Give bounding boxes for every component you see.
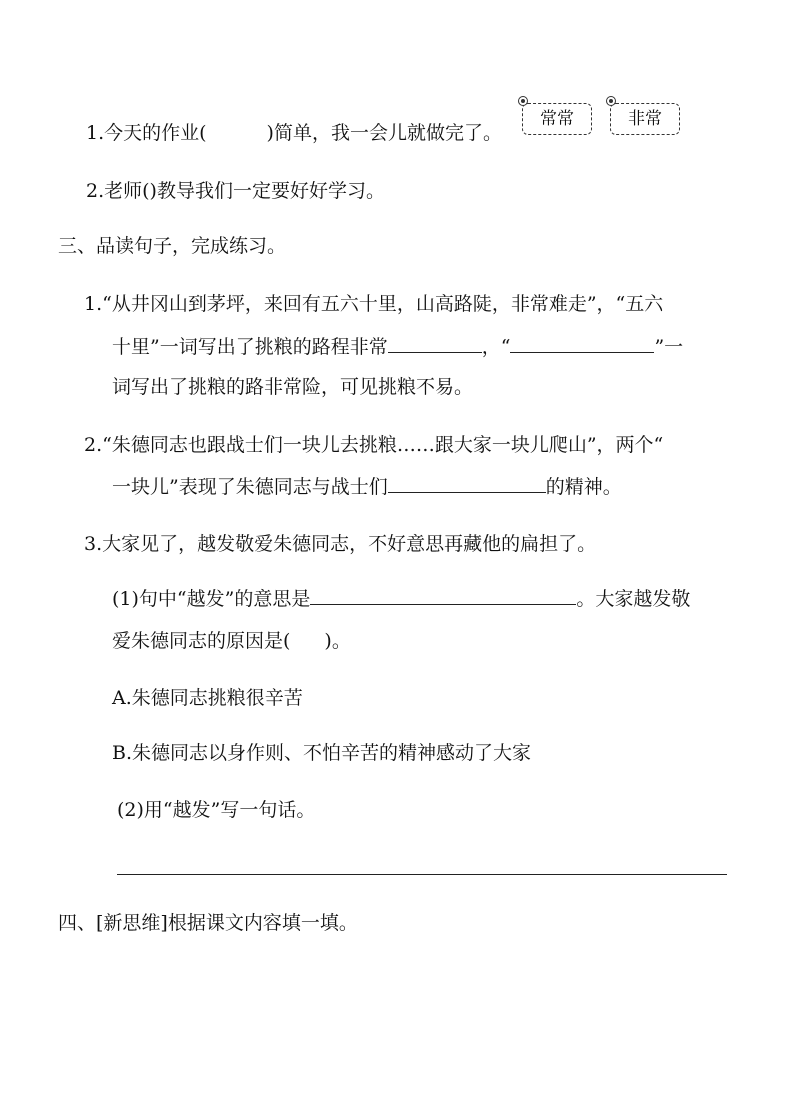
text-segment: ，“ [481, 336, 511, 358]
text-segment: )。 [324, 630, 351, 652]
answer-blank[interactable] [290, 629, 324, 647]
section-3-heading: 三、品读句子，完成练习。 [58, 235, 287, 257]
question-3-1-line2 [112, 334, 683, 360]
text-segment: 爱朱德同志的原因是( [112, 630, 291, 652]
question-2-1 [86, 120, 502, 146]
question-3-1-line1: 1.“从井冈山到茅坪，来回有五六十里，山高路陡，非常难走”，“五六 [84, 293, 664, 315]
question-3-2-line2 [112, 474, 622, 500]
text-segment: 一块儿”表现了朱德同志与战士们 [112, 476, 388, 498]
question-3-3-sub1 [112, 586, 690, 612]
word-tag-2 [610, 103, 680, 135]
writing-line[interactable] [117, 874, 727, 875]
word-tag-1 [522, 103, 592, 135]
answer-blank[interactable] [310, 586, 576, 605]
question-3-2-line1: 2.“朱德同志也跟战士们一块儿去挑粮……跟大家一块儿爬山”，两个“ [84, 434, 664, 456]
question-3-3-line1: 3.大家见了，越发敬爱朱德同志，不好意思再藏他的扁担了。 [84, 533, 597, 555]
answer-blank[interactable] [388, 474, 546, 493]
word-tag-1-label: 常常 [540, 109, 574, 129]
pin-icon [606, 96, 616, 106]
text-segment: (1)句中“越发”的意思是 [112, 588, 311, 610]
question-3-3-sub1-line2 [112, 628, 351, 654]
text-segment: ”一 [654, 336, 684, 358]
answer-blank[interactable] [388, 334, 482, 353]
question-2-1-suffix: )简单，我一会儿就做完了。 [266, 122, 502, 144]
option-a: A.朱德同志挑粮很辛苦 [112, 687, 303, 709]
section-4-heading: 四、[新思维]根据课文内容填一填。 [58, 912, 358, 934]
answer-blank[interactable] [207, 121, 267, 139]
option-b: B.朱德同志以身作则、不怕辛苦的精神感动了大家 [112, 742, 532, 764]
answer-blank[interactable] [510, 334, 654, 353]
word-tag-2-label: 非常 [628, 109, 662, 129]
question-3-1-line3: 词写出了挑粮的路非常险，可见挑粮不易。 [112, 376, 474, 398]
question-2-1-prefix: 1.今天的作业( [86, 122, 207, 144]
text-segment: 十里”一词写出了挑粮的路程非常 [112, 336, 388, 358]
question-2-2: 2.老师()教导我们一定要好好学习。 [86, 180, 385, 202]
text-segment: 。大家越发敬 [576, 588, 691, 610]
pin-icon [518, 96, 528, 106]
question-3-3-sub2: (2)用“越发”写一句话。 [117, 799, 316, 821]
text-segment: 的精神。 [545, 476, 622, 498]
